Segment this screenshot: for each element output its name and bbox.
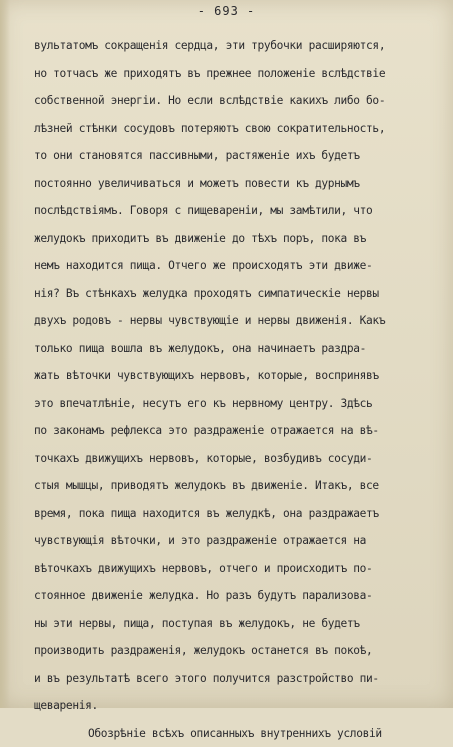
text-line: желудокъ приходитъ въ движеніе до тѣхъ поръ, пока въ [34,225,446,253]
text-line: двухъ родовъ - нервы чувствующіе и нервы движенія. Какъ [34,307,446,335]
text-line: собственной энергіи. Но если вслѣдствіе какихъ либо бо- [34,87,446,115]
text-line: лѣзней стѣнки сосудовъ потеряютъ свою сократительность, [34,115,446,143]
body-text [34,32,446,747]
text-line: вѣточкахъ движущихъ нервовъ, отчего и происходитъ по- [34,555,446,583]
text-line: нія? Въ стѣнкахъ желудка проходятъ симпатическіе нервы [34,280,446,308]
text-line: чувствующія вѣточки, и это раздраженіе отражается на [34,527,446,555]
text-line: и въ результатѣ всего этого получится разстройство пи- [34,665,446,693]
text-line: стоянное движеніе желудка. Но разъ будутъ парализова- [34,582,446,610]
text-line: то они становятся пассивными, растяженіе ихъ будетъ [34,142,446,170]
text-line: это впечатлѣніе, несутъ его къ нервному центру. Здѣсь [34,390,446,418]
text-line: только пища вошла въ желудокъ, она начинаетъ раздра- [34,335,446,363]
text-line: послѣдствіямъ. Говоря с пищевареніи, мы замѣтили, что [34,197,446,225]
text-line: постоянно увеличиваться и можетъ повести къ дурнымъ [34,170,446,198]
text-line: стыя мышцы, приводятъ желудокъ въ движеніе. Итакъ, все [34,472,446,500]
text-line: но тотчасъ же приходятъ въ прежнее положеніе вслѣдствіе [34,60,446,88]
page-edge-shadow [0,0,10,708]
text-line: время, пока пища находится въ желудкѣ, она раздражаетъ [34,500,446,528]
text-line: точкахъ движущихъ нервовъ, которые, возбудивъ сосуди- [34,445,446,473]
text-line: по законамъ рефлекса это раздраженіе отражается на вѣ- [34,417,446,445]
paragraph-start-line: Обозрѣніе всѣхъ описанныхъ внутреннихъ условій [34,720,446,747]
text-line: вультатомъ сокращенія сердца, эти трубочки расширяются, [34,32,446,60]
text-line: щеваренія. [34,692,446,720]
text-line: немъ находится пища. Отчего же происходятъ эти движе- [34,252,446,280]
page-number: - 693 - [0,4,453,18]
text-line: производить раздраженія, желудокъ останется въ покоѣ, [34,637,446,665]
text-line: жать вѣточки чувствующихъ нервовъ, которые, воспринявъ [34,362,446,390]
text-line: ны эти нервы, пища, поступая въ желудокъ, не будетъ [34,610,446,638]
